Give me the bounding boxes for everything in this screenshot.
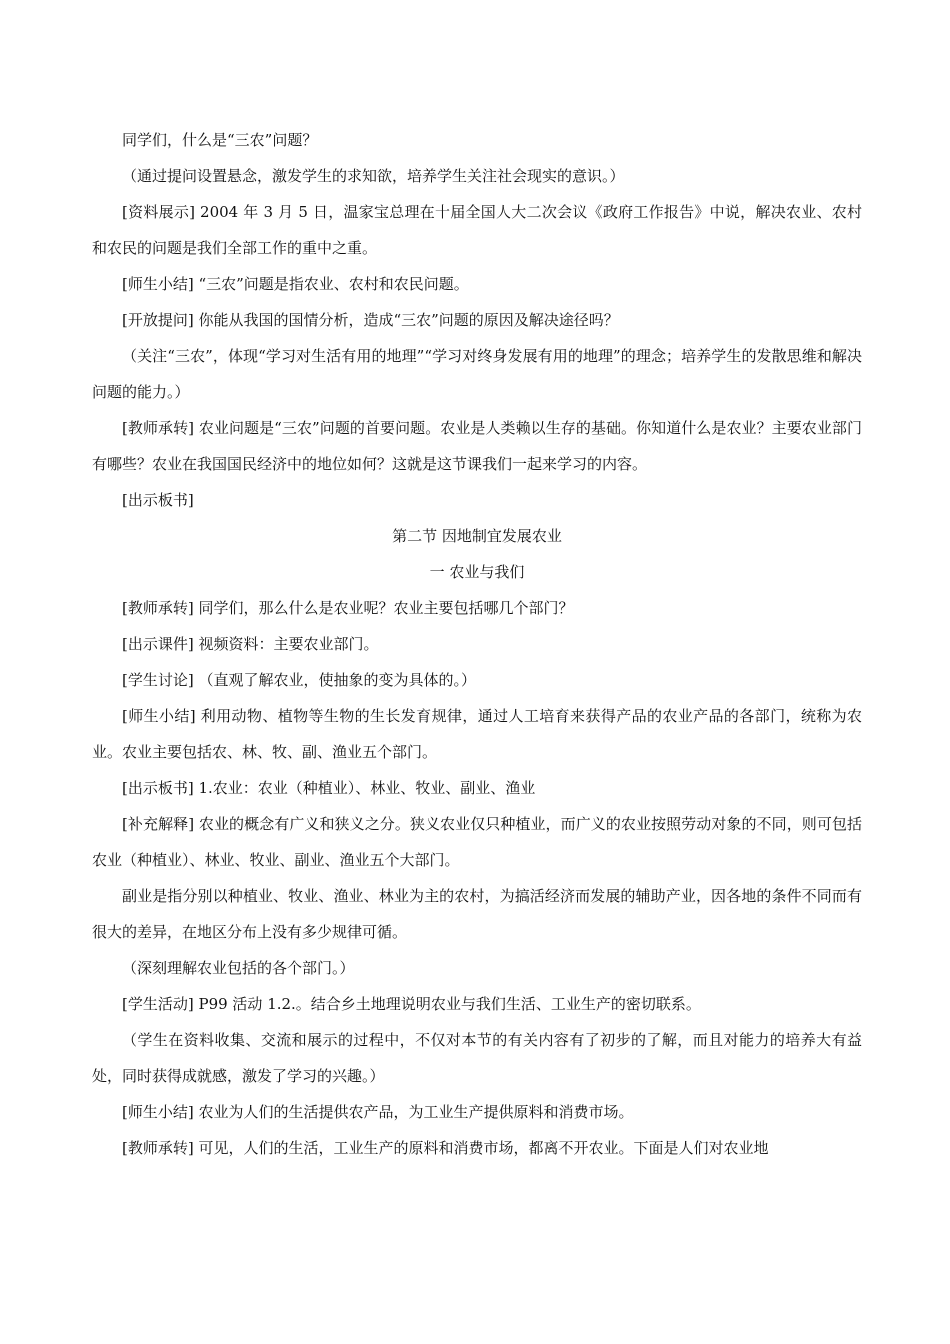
subsection-title: 一 农业与我们 <box>429 563 525 581</box>
paragraph: （关注“三农”，体现“学习对生活有用的地理”“学习对终身发展有用的地理”的理念；培养学生的发散思维和解决问题的能力。） <box>92 347 862 401</box>
paragraph: [学生讨论] （直观了解农业，使抽象的变为具体的。） <box>122 671 476 689</box>
paragraph: 副业是指分别以种植业、牧业、渔业、林业为主的农村，为搞活经济而发展的辅助产业，因各地的条件不同而有很大的差异，在地区分布上没有多少规律可循。 <box>92 887 862 941</box>
section-title: 第二节 因地制宜发展农业 <box>392 527 562 545</box>
paragraph: [学生活动] P99 活动 1.2.。结合乡土地理说明农业与我们生活、工业生产的密切联系。 <box>122 995 701 1013</box>
paragraph: （学生在资料收集、交流和展示的过程中，不仅对本节的有关内容有了初步的了解，而且对能力的培养大有益处，同时获得成就感，激发了学习的兴趣。） <box>92 1031 862 1085</box>
paragraph: [教师承转] 同学们，那么什么是农业呢？农业主要包括哪几个部门？ <box>122 599 574 617</box>
paragraph: [出示板书] 1.农业：农业（种植业）、林业、牧业、副业、渔业 <box>122 779 536 797</box>
paragraph: [师生小结] 农业为人们的生活提供农产品，为工业生产提供原料和消费市场。 <box>122 1103 634 1121</box>
paragraph: [开放提问] 你能从我国的国情分析，造成“三农”问题的原因及解决途径吗？ <box>122 311 619 329</box>
paragraph: [师生小结] 利用动物、植物等生物的生长发育规律，通过人工培育来获得产品的农业产品的各部门，统称为农业。农业主要包括农、林、牧、副、渔业五个部门。 <box>92 707 862 761</box>
paragraph: （通过提问设置悬念，激发学生的求知欲，培养学生关注社会现实的意识。） <box>122 167 625 185</box>
paragraph: [补充解释] 农业的概念有广义和狭义之分。狭义农业仅只种植业，而广义的农业按照劳动对象的不同，则可包括农业（种植业）、林业、牧业、副业、渔业五个大部门。 <box>92 815 862 869</box>
paragraph: 同学们，什么是“三农”问题？ <box>122 131 318 149</box>
paragraph: [资料展示] 2004 年 3 月 5 日，温家宝总理在十届全国人大二次会议《政府工作报告》中说，解决农业、农村和农民的问题是我们全部工作的重中之重。 <box>92 203 862 257</box>
paragraph: [教师承转] 可见，人们的生活，工业生产的原料和消费市场，都离不开农业。下面是人们对农业地 <box>122 1139 769 1157</box>
document-body <box>92 122 862 1166</box>
paragraph: [教师承转] 农业问题是“三农”问题的首要问题。农业是人类赖以生存的基础。你知道什么是农业？主要农业部门有哪些？农业在我国国民经济中的地位如何？这就是这节课我们一起来学习的内容。 <box>92 419 862 473</box>
paragraph: （深刻理解农业包括的各个部门。） <box>122 959 355 977</box>
paragraph: [出示板书] <box>122 491 194 509</box>
paragraph: [出示课件] 视频资料：主要农业部门。 <box>122 635 379 653</box>
paragraph: [师生小结] “三农”问题是指农业、农村和农民问题。 <box>122 275 469 293</box>
